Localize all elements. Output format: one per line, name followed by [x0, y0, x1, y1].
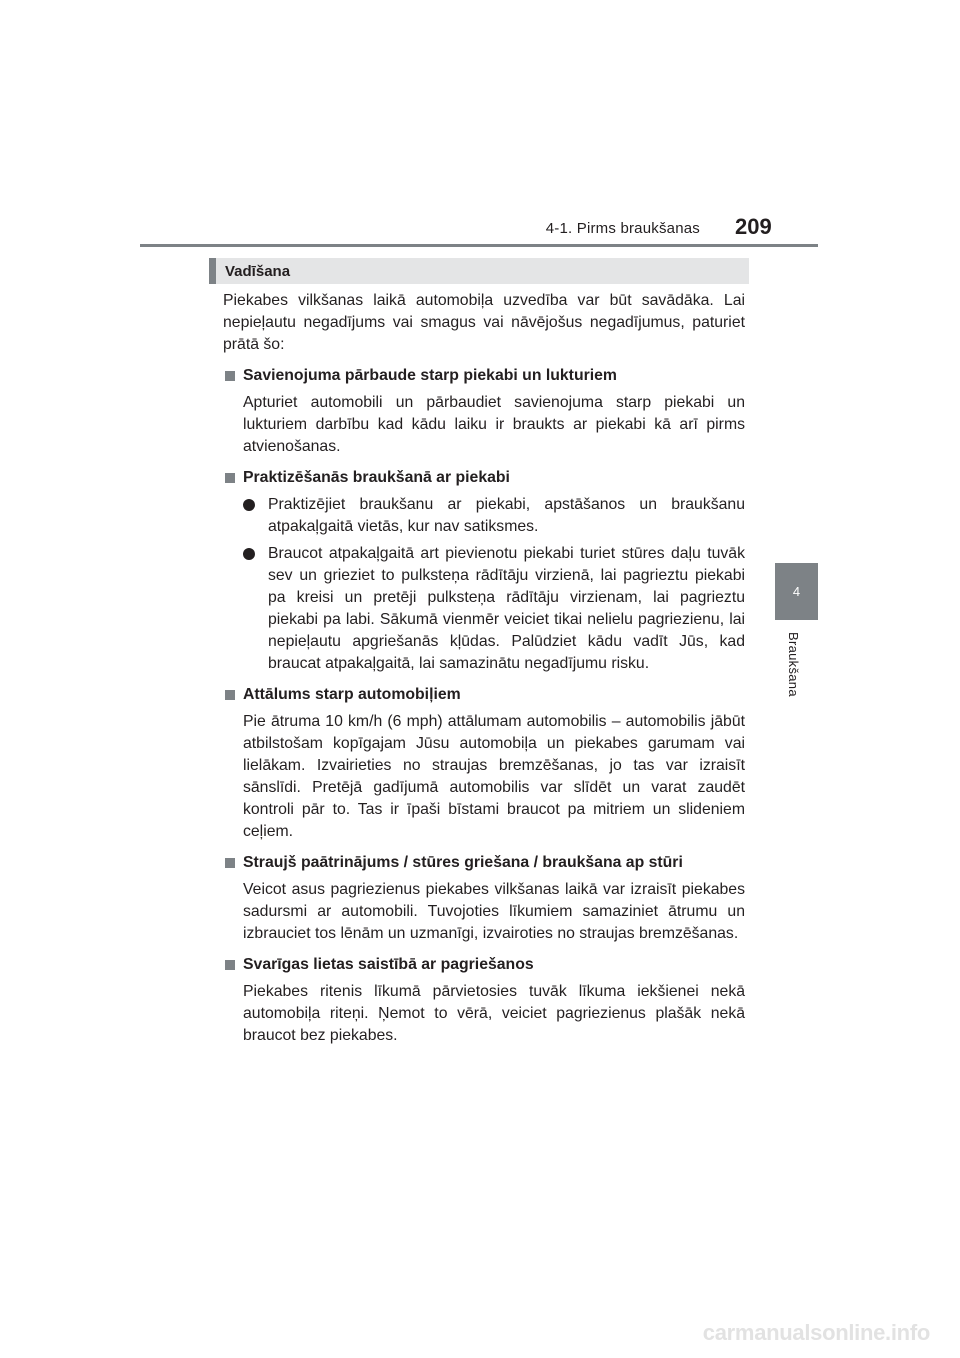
- body-paragraph: Piekabes ritenis līkumā pārvietosies tuvāk līkuma iekšienei nekā automobiļa riteņi. Ņemot to vērā, veiciet pagriezienus plašāk nekā braucot bez piekabes.: [243, 983, 745, 1044]
- bullet-item: [209, 543, 749, 675]
- bullet-item: [209, 494, 749, 538]
- section-banner: [209, 258, 749, 284]
- subheading-distance: [209, 684, 749, 706]
- subheading-acceleration: [209, 852, 749, 874]
- square-bullet-icon: [225, 690, 235, 700]
- square-bullet-icon: [225, 473, 235, 483]
- header-divider: [140, 244, 818, 247]
- section-title: 4-1. Pirms braukšanas: [545, 220, 700, 237]
- body-paragraph: Apturiet automobili un pārbaudiet savienojuma starp piekabi un lukturiem darbību kad kādu laiku ir braukts ar piekabi kā arī pirms atvienošanas.: [243, 394, 745, 455]
- banner-accent-bar: [209, 258, 216, 284]
- body-paragraph: Pie ātruma 10 km/h (6 mph) attālumam automobilis – automobilis jābūt atbilstošam kopīgajam Jūsu automobiļa un piekabes garumam vai lielākam. Izvairieties no straujas bremzēšanas, jo tas var izraisīt sānslīdi. Pretējā gadījumā automobilis var slīdēt un varat zaudēt kontroli pār to. Tas ir īpaši bīstami braucot pa mitriem un slideniem ceļiem.: [243, 713, 745, 840]
- square-bullet-icon: [225, 858, 235, 868]
- intro-paragraph: Piekabes vilkšanas laikā automobiļa uzvedība var būt savādāka. Lai nepieļautu negadījums vai smagus vai nāvējošus negadījumus, paturiet prātā šo:: [223, 292, 745, 353]
- banner-title: Vadīšana: [225, 262, 291, 280]
- round-bullet-icon: [243, 499, 255, 511]
- subheading-text: Straujš paātrinājums / stūres griešana / braukšana ap stūri: [243, 854, 683, 871]
- subheading-practice: [209, 467, 749, 489]
- square-bullet-icon: [225, 371, 235, 381]
- subheading-turning: [209, 954, 749, 976]
- body-paragraph: Veicot asus pagriezienus piekabes vilkšanas laikā var izraisīt piekabes sadursmi ar automobili. Tuvojoties līkumiem samaziniet ātrumu un izbrauciet tos lēnām un uzmanīgi, izvairoties no straujas bremzēšanas.: [243, 881, 745, 942]
- watermark: carmanualsonline.info: [702, 1320, 930, 1345]
- bullet-text: Praktizējiet braukšanu ar piekabi, apstāšanos un braukšanu atpakaļgaitā vietās, kur nav satiksmes.: [268, 496, 745, 535]
- subheading-text: Attālums starp automobiļiem: [243, 686, 461, 703]
- subheading-text: Praktizēšanās braukšanā ar piekabi: [243, 469, 510, 486]
- subheading-text: Savienojuma pārbaude starp piekabi un lukturiem: [243, 367, 617, 384]
- page-header: [0, 0, 960, 250]
- subheading-connection-check: [209, 365, 749, 387]
- chapter-tab: 4: [775, 563, 818, 620]
- bullet-text: Braucot atpakaļgaitā art pievienotu piekabi turiet stūres daļu tuvāk sev un grieziet to pulksteņa rādītāju virzienā, lai pagrieztu piekabi pa kreisi un pretēji pulksteņa rādītāju virzienam, lai pagrieztu piekabi pa labi. Sākumā vienmēr veiciet tikai nelielu pagriezienu, lai nepieļautu apgriešanās kļūdas. Palūdziet kādu vadīt Jūs, kad braucat atpakaļgaitā, lai samazinātu negadījumu risku.: [268, 545, 745, 672]
- round-bullet-icon: [243, 548, 255, 560]
- chapter-tab-label: Braukšana: [786, 632, 801, 697]
- subheading-text: Svarīgas lietas saistībā ar pagriešanos: [243, 956, 534, 973]
- page-number: 209: [735, 214, 772, 239]
- square-bullet-icon: [225, 960, 235, 970]
- page-content: [209, 258, 749, 1047]
